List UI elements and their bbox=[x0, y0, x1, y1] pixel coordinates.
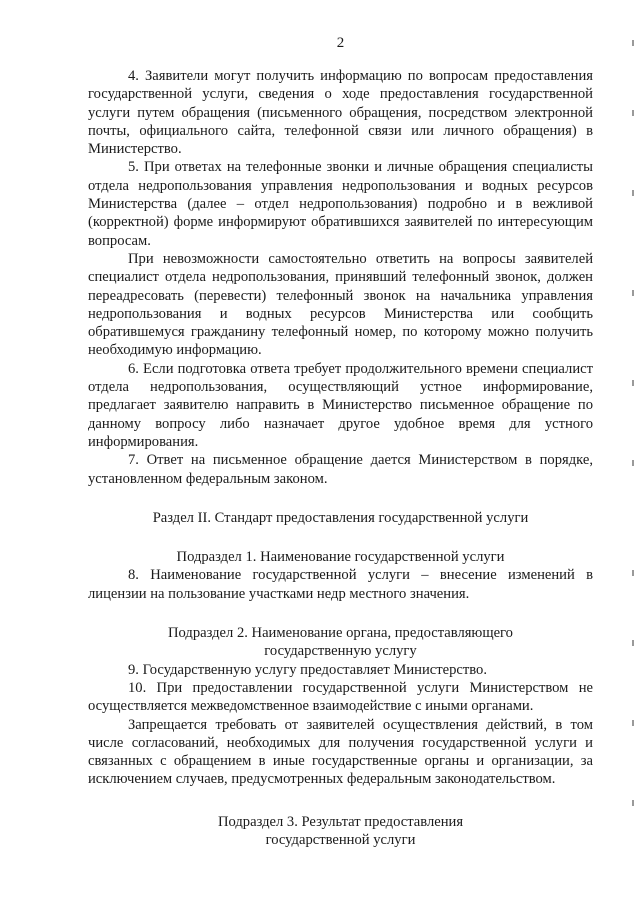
page-number: 2 bbox=[336, 35, 345, 51]
paragraph-8: 8. Наименование государственной услуги – внесение изменений в лицензии на пользование участками недр местного значения. bbox=[88, 567, 593, 602]
paragraph-9: 9. Государственную услугу предоставляет Министерство. bbox=[128, 661, 487, 678]
subsection-3-heading bbox=[88, 813, 593, 850]
paragraph-6: 6. Если подготовка ответа требует продолжительного времени специалист отдела недропользования, осуществляющий устное информирование, предлагает заявителю направить в Министерство письменное обращение по данному вопросу либо назначает другое удобное время для устного информирования. bbox=[88, 360, 593, 450]
subsection-2-heading-line2: государственную услугу bbox=[264, 643, 417, 660]
scan-edge-marks bbox=[630, 40, 636, 900]
paragraph-4: 4. Заявители могут получить информацию по вопросам предоставления государственной услуги, сведения о ходе предоставления государственной услуги путем обращения (письменного обращения, посредством электронной почты, официального сайта, телефонной связи или личного обращения) в Министерство. bbox=[88, 68, 593, 158]
subsection-2-heading bbox=[88, 624, 593, 661]
subsection-1-heading: Подраздел 1. Наименование государственной услуги bbox=[176, 549, 505, 566]
subsection-3-heading-line1: Подраздел 3. Результат предоставления bbox=[217, 813, 464, 830]
subsection-3-heading-line2: государственной услуги bbox=[265, 831, 416, 848]
paragraph-5: 5. При ответах на телефонные звонки и личные обращения специалисты отдела недропользования управления недропользования и водных ресурсов Министерства (далее – отдел недропользования) подробно и в вежливой (корректной) форме информируют обратившихся заявителей по интересующим вопросам. bbox=[88, 159, 593, 249]
section-heading: Раздел II. Стандарт предоставления государственной услуги bbox=[152, 509, 529, 526]
paragraph-10: 10. При предоставлении государственной услуги Министерством не осуществляется межведомственное взаимодействие с иными органами. bbox=[88, 679, 593, 715]
paragraph-7: 7. Ответ на письменное обращение дается Министерством в порядке, установленном федеральным законом. bbox=[88, 452, 593, 487]
paragraph-5-cont: При невозможности самостоятельно ответить на вопросы заявителей специалист отдела недропользования, принявший телефонный звонок, должен переадресовать (перевести) телефонный звонок на начальника управления недропользования и водных ресурсов Министерства или сообщить обратившемуся гражданину телефонный номер, по которому можно получить необходимую информацию. bbox=[88, 250, 593, 359]
document-body bbox=[88, 67, 593, 849]
subsection-2-heading-line1: Подраздел 2. Наименование органа, предоставляющего bbox=[168, 625, 513, 642]
paragraph-10-cont: Запрещается требовать от заявителей осуществления действий, в том числе согласований, необходимых для получения государственной услуги и связанных с обращением в иные государственные органы и организации, за исключением случаев, предусмотренных федеральным законодательством. bbox=[88, 716, 593, 788]
